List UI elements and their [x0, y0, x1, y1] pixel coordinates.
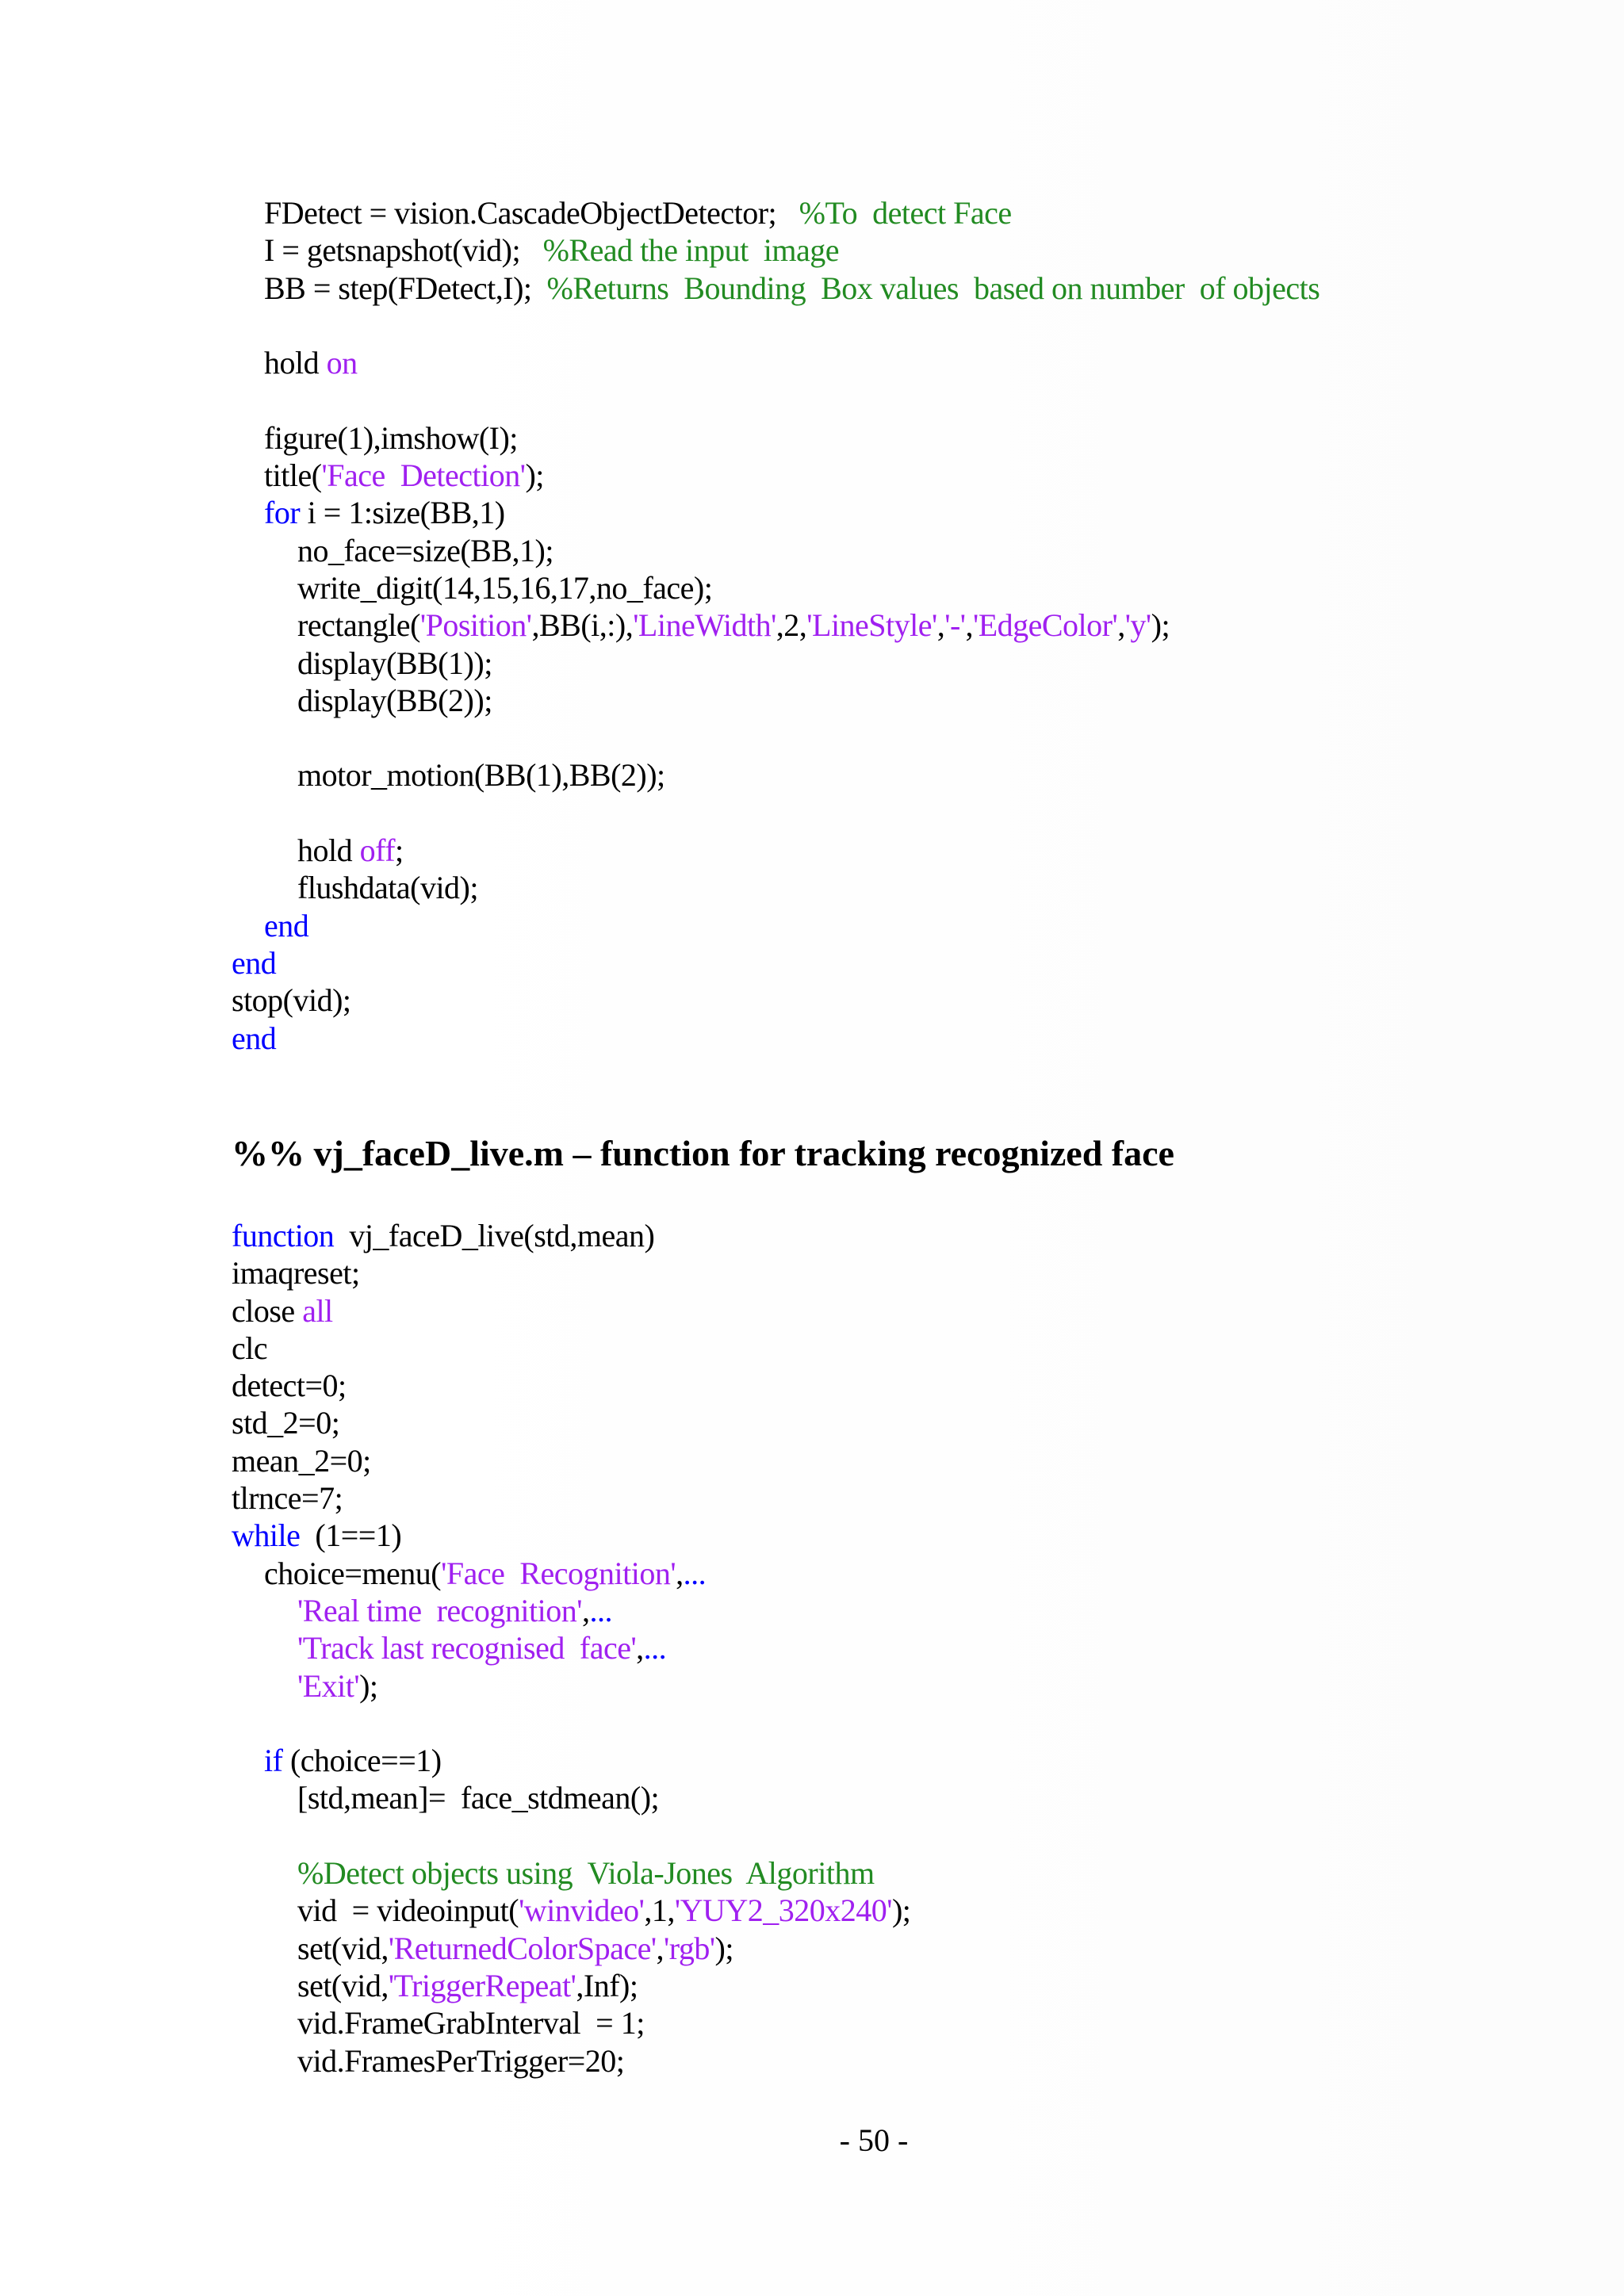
code-string: 'EdgeColor': [972, 607, 1118, 644]
code-line: [232, 1629, 910, 1667]
code-line: [232, 982, 1320, 1019]
code-keyword: function: [232, 1218, 335, 1253]
code-text: display(BB(1));: [297, 645, 492, 681]
code-line: [232, 1555, 910, 1592]
code-string: '-': [944, 607, 966, 644]
code-text: mean_2=0;: [232, 1442, 371, 1479]
code-line: [232, 494, 1320, 531]
code-line: [232, 344, 1320, 381]
code-comment: %Returns Bounding Box values based on number of objects: [546, 270, 1320, 306]
code-line: [232, 1854, 910, 1892]
code-text: ,1,: [644, 1892, 675, 1929]
code-line: [232, 607, 1320, 644]
code-line: [232, 232, 1320, 269]
code-comment: %Read the input image: [542, 232, 839, 269]
code-text: ;: [395, 832, 404, 869]
code-block-1: [232, 194, 1320, 1057]
code-line: [232, 1967, 910, 2004]
code-string: 'ReturnedColorSpace': [388, 1930, 657, 1966]
code-text: hold: [264, 345, 327, 381]
code-text: write_digit(14,15,16,17,no_face);: [297, 569, 713, 606]
code-text: std_2=0;: [232, 1405, 340, 1441]
code-text: display(BB(2));: [297, 682, 492, 718]
code-text: vid.FramesPerTrigger=20;: [297, 2042, 625, 2079]
code-line: [232, 194, 1320, 232]
code-line: [232, 532, 1320, 569]
code-text: motor_motion(BB(1),BB(2));: [297, 757, 665, 794]
code-keyword: ...: [643, 1630, 667, 1667]
code-keyword: if: [264, 1743, 283, 1779]
code-line: [232, 1479, 910, 1517]
code-line: [232, 1592, 910, 1629]
code-line: [232, 832, 1320, 869]
code-text: clc: [232, 1330, 268, 1366]
code-text: FDetect = vision.CascadeObjectDetector;: [264, 195, 799, 231]
code-line: [232, 419, 1320, 457]
code-string: 'YUY2_320x240': [674, 1892, 892, 1929]
code-line: [232, 1292, 910, 1330]
code-text: rectangle(: [297, 607, 420, 644]
code-line: [232, 1517, 910, 1554]
code-text: );: [714, 1930, 733, 1966]
code-text: [std,mean]= face_stdmean();: [297, 1780, 660, 1816]
code-line: [232, 907, 1320, 944]
code-text: detect=0;: [232, 1368, 347, 1404]
code-line: [232, 756, 1320, 794]
code-keyword: ...: [683, 1555, 707, 1591]
code-string: 'Face Recognition': [441, 1555, 676, 1591]
code-text: figure(1),imshow(I);: [264, 419, 518, 456]
code-block-2: [232, 1217, 910, 2080]
code-text: flushdata(vid);: [297, 870, 478, 906]
code-text: imaqreset;: [232, 1255, 360, 1292]
code-comment: %To detect Face: [799, 195, 1012, 231]
code-text: ,: [965, 607, 973, 644]
code-text: set(vid,: [297, 1967, 389, 2003]
code-text: );: [359, 1667, 378, 1704]
code-line: [232, 719, 1320, 756]
code-text: ,: [581, 1592, 590, 1628]
code-string: 'Track last recognised face': [297, 1630, 637, 1667]
code-line: [232, 869, 1320, 906]
code-line: [232, 645, 1320, 682]
code-text: ,: [656, 1930, 665, 1966]
code-text: );: [891, 1892, 911, 1929]
code-string: 'Face Detection': [321, 457, 526, 494]
code-keyword: for: [264, 495, 301, 531]
code-string: 'winvideo': [519, 1892, 645, 1929]
code-text: close: [232, 1292, 303, 1329]
code-text: (1==1): [300, 1517, 402, 1554]
code-keyword: end: [264, 907, 309, 943]
code-line: [232, 2004, 910, 2042]
code-line: [232, 307, 1320, 344]
code-string: 'Position': [419, 607, 532, 644]
code-text: ,: [936, 607, 945, 644]
code-text: BB = step(FDetect,I);: [264, 270, 547, 306]
code-text: ,: [636, 1630, 644, 1667]
code-line: [232, 1020, 1320, 1057]
code-string: 'LineWidth': [633, 607, 776, 644]
code-text: stop(vid);: [232, 982, 351, 1019]
code-text: );: [525, 457, 544, 494]
code-line: [232, 2042, 910, 2080]
code-line: [232, 270, 1320, 307]
code-text: ,BB(i,:),: [531, 607, 634, 644]
code-line: [232, 1667, 910, 1705]
code-text: tlrnce=7;: [232, 1480, 343, 1517]
code-line: [232, 1742, 910, 1779]
code-line: [232, 569, 1320, 607]
code-text: );: [1151, 607, 1170, 644]
code-text: (choice==1): [282, 1743, 442, 1779]
code-line: [232, 1817, 910, 1854]
code-line: [232, 682, 1320, 719]
code-keyword: end: [232, 944, 277, 981]
code-line: [232, 457, 1320, 494]
code-string: 'rgb': [664, 1930, 715, 1966]
code-line: [232, 1367, 910, 1404]
code-text: ,: [676, 1555, 684, 1591]
code-text: ,Inf);: [576, 1967, 638, 2003]
code-keyword: end: [232, 1020, 277, 1056]
code-line: [232, 381, 1320, 419]
code-line: [232, 1705, 910, 1742]
code-comment: %Detect objects using Viola-Jones Algorithm: [297, 1855, 875, 1892]
page-number: - 50 -: [839, 2122, 909, 2158]
code-text: ,: [1117, 607, 1125, 644]
code-text: no_face=size(BB,1);: [297, 532, 553, 568]
code-text: title(: [264, 457, 322, 494]
code-string: all: [302, 1292, 333, 1329]
code-keyword: while: [232, 1517, 301, 1554]
code-string: on: [326, 345, 358, 381]
code-text: ,2,: [776, 607, 807, 644]
code-line: [232, 1892, 910, 1929]
code-text: i = 1:size(BB,1): [300, 495, 505, 531]
code-text: I = getsnapshot(vid);: [264, 232, 543, 269]
code-line: [232, 1442, 910, 1479]
code-line: [232, 1779, 910, 1816]
code-text: vj_faceD_live(std,mean): [334, 1218, 655, 1253]
code-string: 'y': [1124, 607, 1151, 644]
code-string: 'LineStyle': [806, 607, 937, 644]
code-line: [232, 1330, 910, 1367]
code-text: set(vid,: [297, 1930, 389, 1966]
code-line: [232, 1404, 910, 1441]
section-heading: %% vj_faceD_live.m – function for tracking recognized face: [232, 1133, 1174, 1173]
code-string: 'Real time recognition': [297, 1592, 582, 1628]
code-keyword: ...: [589, 1592, 612, 1628]
code-text: vid = videoinput(: [297, 1892, 519, 1929]
code-string: 'Exit': [297, 1667, 360, 1704]
code-line: [232, 794, 1320, 832]
code-text: hold: [297, 832, 360, 869]
code-line: [232, 944, 1320, 982]
code-line: [232, 1217, 910, 1254]
code-text: vid.FrameGrabInterval = 1;: [297, 2005, 645, 2042]
code-string: 'TriggerRepeat': [388, 1967, 576, 2003]
code-text: choice=menu(: [264, 1555, 442, 1591]
code-line: [232, 1254, 910, 1292]
code-string: off: [359, 832, 396, 869]
code-line: [232, 1930, 910, 1967]
